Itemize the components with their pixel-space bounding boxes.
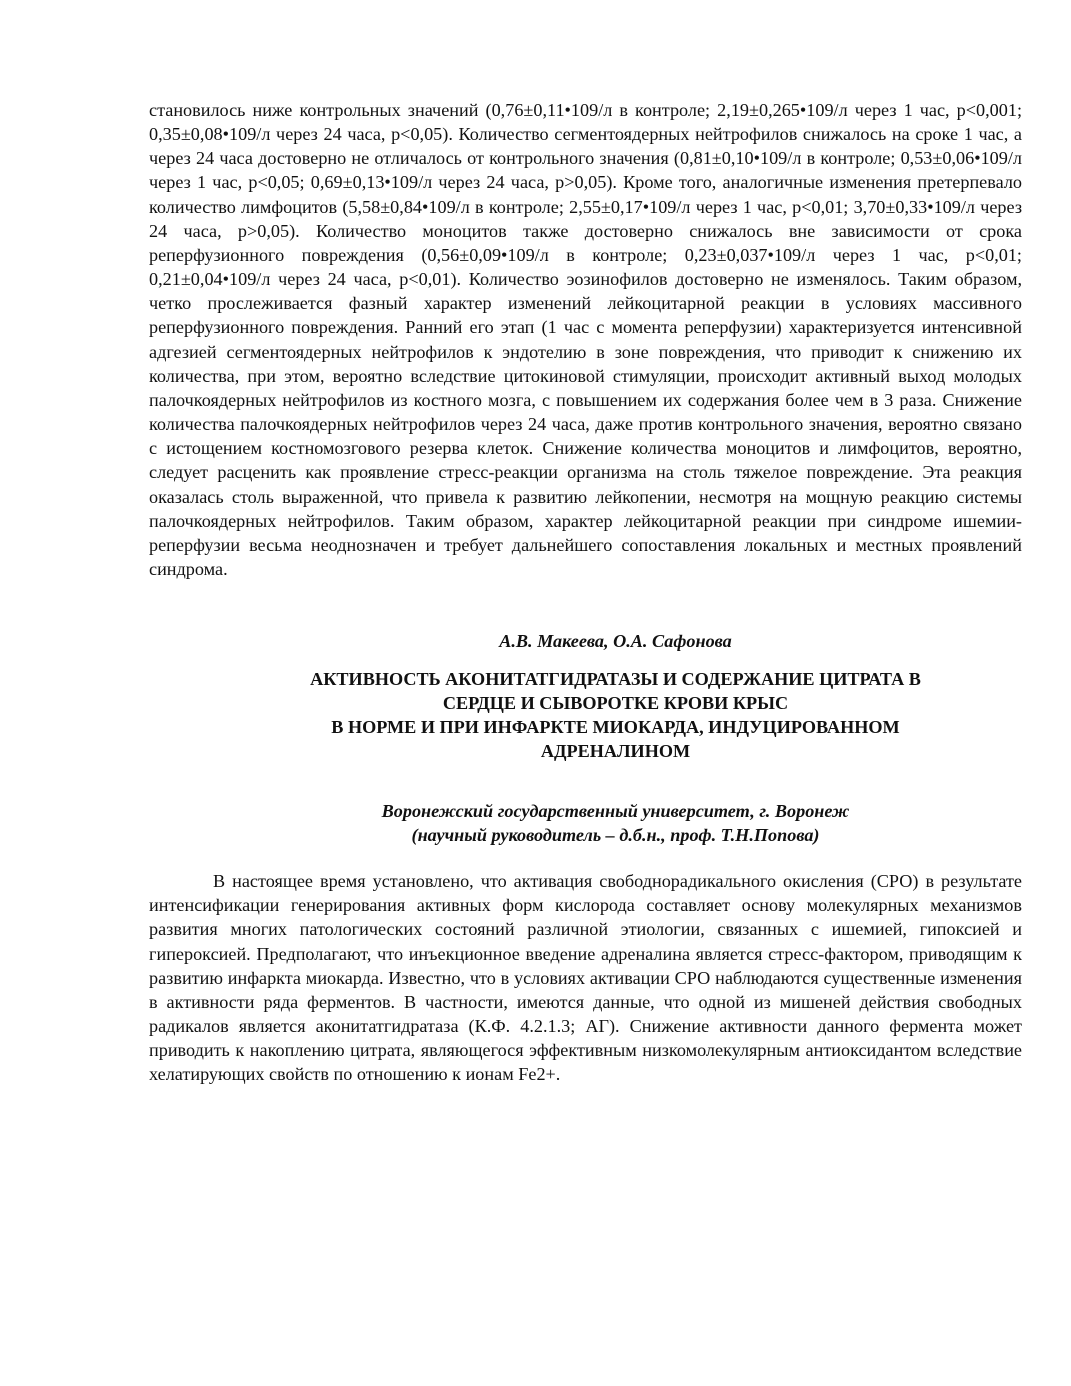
document-page — [149, 98, 1022, 1087]
affiliation-line: Воронежский государственный университет, г. Воронеж — [381, 801, 850, 822]
title-line: АКТИВНОСТЬ АКОНИТАТГИДРАТАЗЫ И СОДЕРЖАНИЕ ЦИТРАТА В — [310, 669, 921, 690]
article-affiliation — [149, 799, 1022, 847]
body-paragraph-continuation: становилось ниже контрольных значений (0,76±0,11•109/л в контроле; 2,19±0,265•109/л через 1 час, p<0,001; 0,35±0,08•109/л через 24 часа, p<0,05). Количество сегментоядерных нейтрофилов снижалось на сроке 1 час, а через 24 часа достоверно не отличалось от контрольного значения (0,81±0,10•109/л в контроле; 0,53±0,06•109/л через 1 час, p<0,05; 0,69±0,13•109/л через 24 часа, p>0,05). Кроме того, аналогичные изменения претерпевало количество лимфоцитов (5,58±0,84•109/л в контроле; 2,55±0,17•109/л через 1 час, p<0,01; 3,70±0,33•109/л через 24 часа, p>0,05). Количество моноцитов также достоверно снижалось вне зависимости от срока реперфузионного повреждения (0,56±0,09•109/л в контроле; 0,23±0,037•109/л через 1 час, p<0,01; 0,21±0,04•109/л через 24 часа, p<0,01). Количество эозинофилов достоверно не изменялось. Таким образом, четко прослеживается фазный характер изменений лейкоцитарной реакции в условиях массивного реперфузионного повреждения. Ранний его этап (1 час с момента реперфузии) характеризуется интенсивной адгезией сегментоядерных нейтрофилов к эндотелию в зоне повреждения, что приводит к снижению их количества, при этом, вероятно вследствие цитокиновой стимуляции, происходит активный выход молодых палочкоядерных нейтрофилов из костного мозга, с повышением их содержания более чем в 3 раза. Снижение количества палочкоядерных нейтрофилов через 24 часа, даже против контрольного значения, вероятно связано с истощением костномозгового резерва клеток. Снижение количества моноцитов и лимфоцитов, вероятно, следует расценить как проявление стресс-реакции организма на столь тяжелое повреждение. Эта реакция оказалась столь выраженной, что привела к развитию лейкопении, несмотря на мощную реакцию системы палочкоядерных нейтрофилов. Таким образом, характер лейкоцитарной реакции при синдроме ишемии-реперфузии весьма неоднозначен и требует дальнейшего сопоставления локальных и местных проявлений синдрома. — [149, 100, 1022, 579]
article-authors: А.В. Макеева, О.А. Сафонова — [499, 631, 732, 652]
affiliation-line: (научный руководитель – д.б.н., проф. Т.Н.Попова) — [411, 825, 820, 846]
title-line: АДРЕНАЛИНОМ — [540, 741, 691, 762]
article-title — [149, 667, 1022, 763]
body-paragraph-introduction: В настоящее время установлено, что активация свободнорадикального окисления (СРО) в результате интенсификации генерирования активных форм кислорода составляет основу молекулярных механизмов развития многих патологических состояний различной этиологии, связанных с ишемией, гипоксией и гипероксией. Предполагают, что инъекционное введение адреналина является стресс-фактором, приводящим к развитию инфаркта миокарда. Известно, что в условиях активации СРО наблюдаются существенные изменения в активности ряда ферментов. В частности, имеются данные, что одной из мишеней действия свободных радикалов является аконитатгидратаза (К.Ф. 4.2.1.3; АГ). Снижение активности данного фермента может приводить к накоплению цитрата, являющегося эффективным низкомолекулярным антиоксидантом вследствие хелатирующих свойств по отношению к ионам Fe2+. — [149, 871, 1022, 1085]
title-line: СЕРДЦЕ И СЫВОРОТКЕ КРОВИ КРЫС — [442, 693, 789, 714]
title-line: В НОРМЕ И ПРИ ИНФАРКТЕ МИОКАРДА, ИНДУЦИРОВАННОМ — [331, 717, 900, 738]
